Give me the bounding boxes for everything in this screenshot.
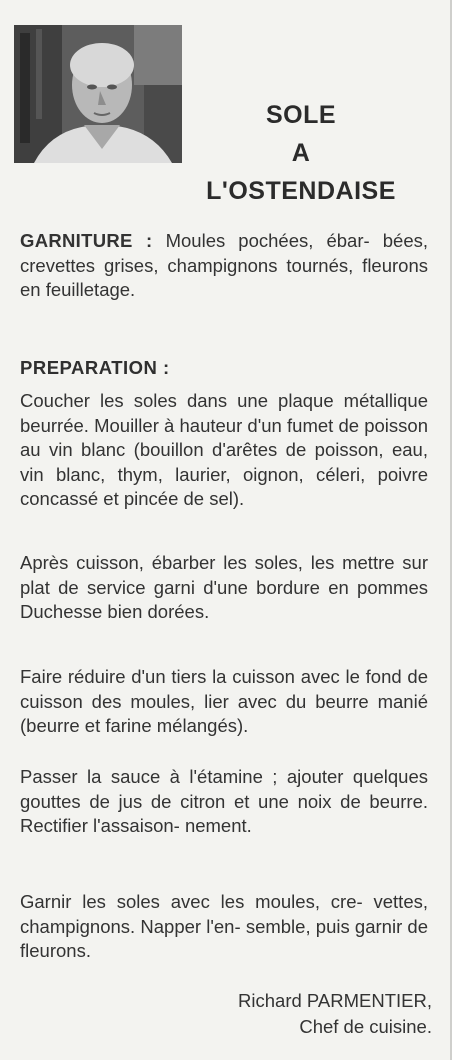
preparation-paragraph: Passer la sauce à l'étamine ; ajouter quelques gouttes de jus de citron et une noix de beurre. Rectifier l'assaison- nement. — [20, 766, 428, 836]
garniture-section — [20, 229, 428, 303]
title-line: SOLE — [265, 101, 337, 129]
preparation-paragraph: Après cuisson, ébarber les soles, les mettre sur plat de service garni d'une bordure en pommes Duchesse bien dorées. — [20, 552, 428, 622]
preparation-paragraph: Garnir les soles avec les moules, cre- vettes, champignons. Napper l'en- semble, puis garnir de fleurons. — [20, 891, 428, 961]
signature-role: Chef de cuisine. — [299, 1016, 432, 1037]
recipe-title — [178, 96, 424, 210]
garniture-text: Moules pochées, ébar- bées, crevettes grises, champignons tournés, fleurons en feuilletage. — [20, 230, 428, 300]
garniture-label: GARNITURE : — [20, 230, 153, 251]
signature — [238, 988, 432, 1040]
title-line: L'OSTENDAISE — [206, 177, 396, 205]
signature-name: Richard PARMENTIER, — [238, 990, 432, 1011]
chef-photo — [14, 25, 182, 163]
title-line: A — [291, 139, 311, 167]
preparation-paragraph: Coucher les soles dans une plaque métallique beurrée. Mouiller à hauteur d'un fumet de poisson au vin blanc (bouillon d'arêtes de poisson, eau, vin blanc, thym, laurier, oignon, céleri, poivre concassé et pincée de sel). — [20, 390, 428, 509]
preparation-heading: PREPARATION : — [20, 357, 170, 378]
preparation-paragraph: Faire réduire d'un tiers la cuisson avec le fond de cuisson des moules, lier avec du beurre manié (beurre et farine mélangés). — [20, 666, 428, 736]
